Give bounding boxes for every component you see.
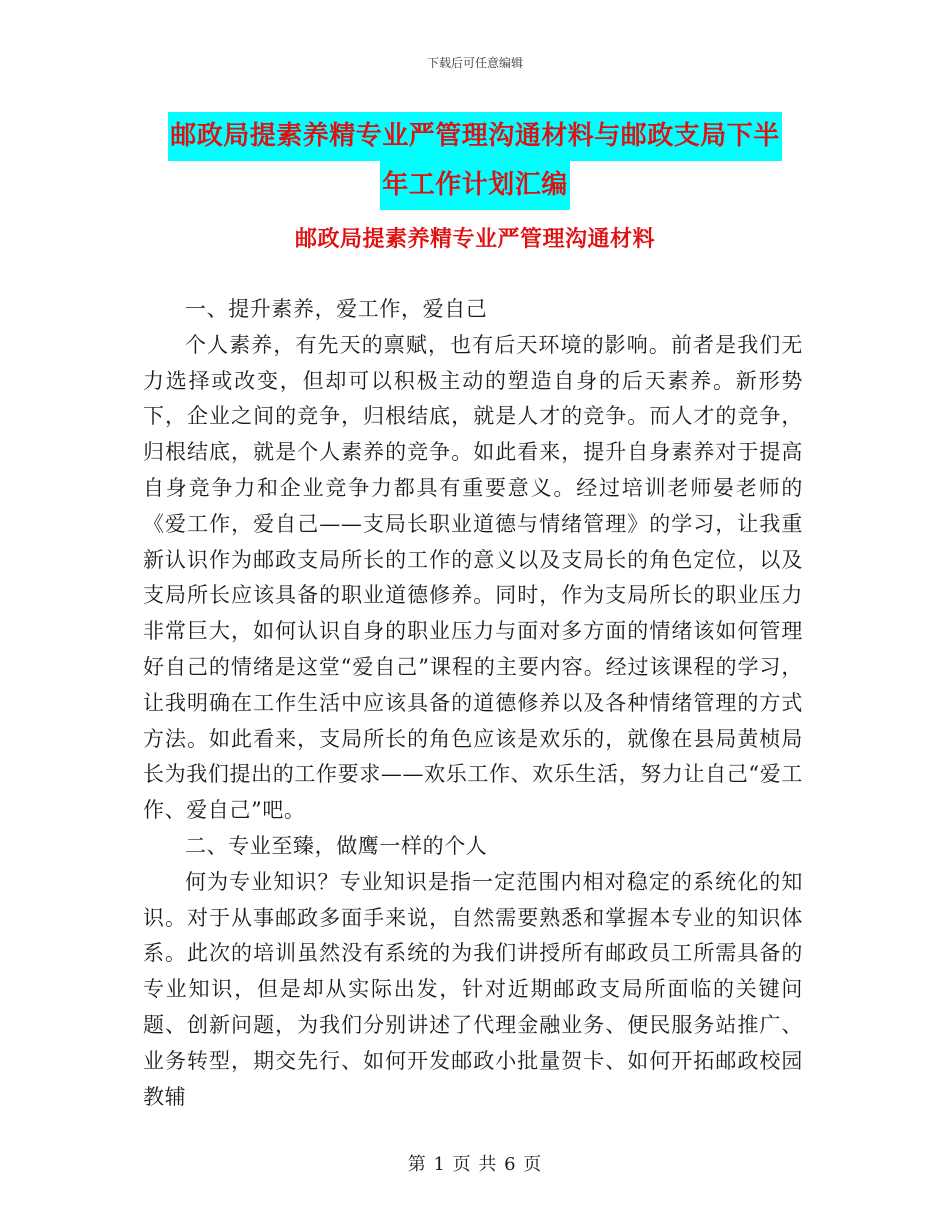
paragraph-section-2: 何为专业知识？专业知识是指一定范围内相对稳定的系统化的知识。对于从事邮政多面手来说，自然需要熟悉和掌握本专业的知识体系。此次的培训虽然没有系统的为我们讲授所有邮政员工所需具备的专业知识，但是却从实际出发，针对近期邮政支局所面临的关键问题、创新问题，为我们分别讲述了代理金融业务、便民服务站推广、业务转型，期交先行、如何开发邮政小批量贺卡、如何开拓邮政校园教辅 — [143, 869, 803, 1109]
heading-section-2: 二、专业至臻，做鹰一样的个人 — [185, 833, 488, 858]
document-body — [143, 292, 803, 1115]
paragraph-section-1: 个人素养，有先天的禀赋，也有后天环境的影响。前者是我们无力选择或改变，但却可以积极主动的塑造自身的后天素养。新形势下，企业之间的竞争，归根结底，就是人才的竞争。而人才的竞争，归根结底，就是个人素养的竞争。如此看来，提升自身素养对于提高自身竞争力和企业竞争力都具有重要意义。经过培训老师晏老师的《爱工作，爱自己——支局长职业道德与情绪管理》的学习，让我重新认识作为邮政支局所长的工作的意义以及支局长的角色定位，以及支局所长应该具备的职业道德修养。同时，作为支局所长的职业压力非常巨大，如何认识自身的职业压力与面对多方面的情绪该如何管理好自己的情绪是这堂“爱自己”课程的主要内容。经过该课程的学习，让我明确在工作生活中应该具备的道德修养以及各种情绪管理的方式方法。如此看来，支局所长的角色应该是欢乐的，就像在县局黄桢局长为我们提出的工作要求——欢乐工作、欢乐生活，努力让自己“爱工作、爱自己”吧。 — [143, 332, 803, 823]
document-title-line-2: 年工作计划汇编 — [380, 161, 570, 210]
section-title: 邮政局提素养精专业严管理沟通材料 — [294, 227, 655, 252]
header-note: 下载后可任意编辑 — [426, 56, 523, 70]
document-title — [0, 112, 950, 210]
heading-section-1: 一、提升素养，爱工作，爱自己 — [185, 297, 488, 321]
document-title-line-1: 邮政局提素养精专业严管理沟通材料与邮政支局下半 — [168, 112, 782, 161]
page-number: 第 1 页 共 6 页 — [407, 1154, 543, 1175]
